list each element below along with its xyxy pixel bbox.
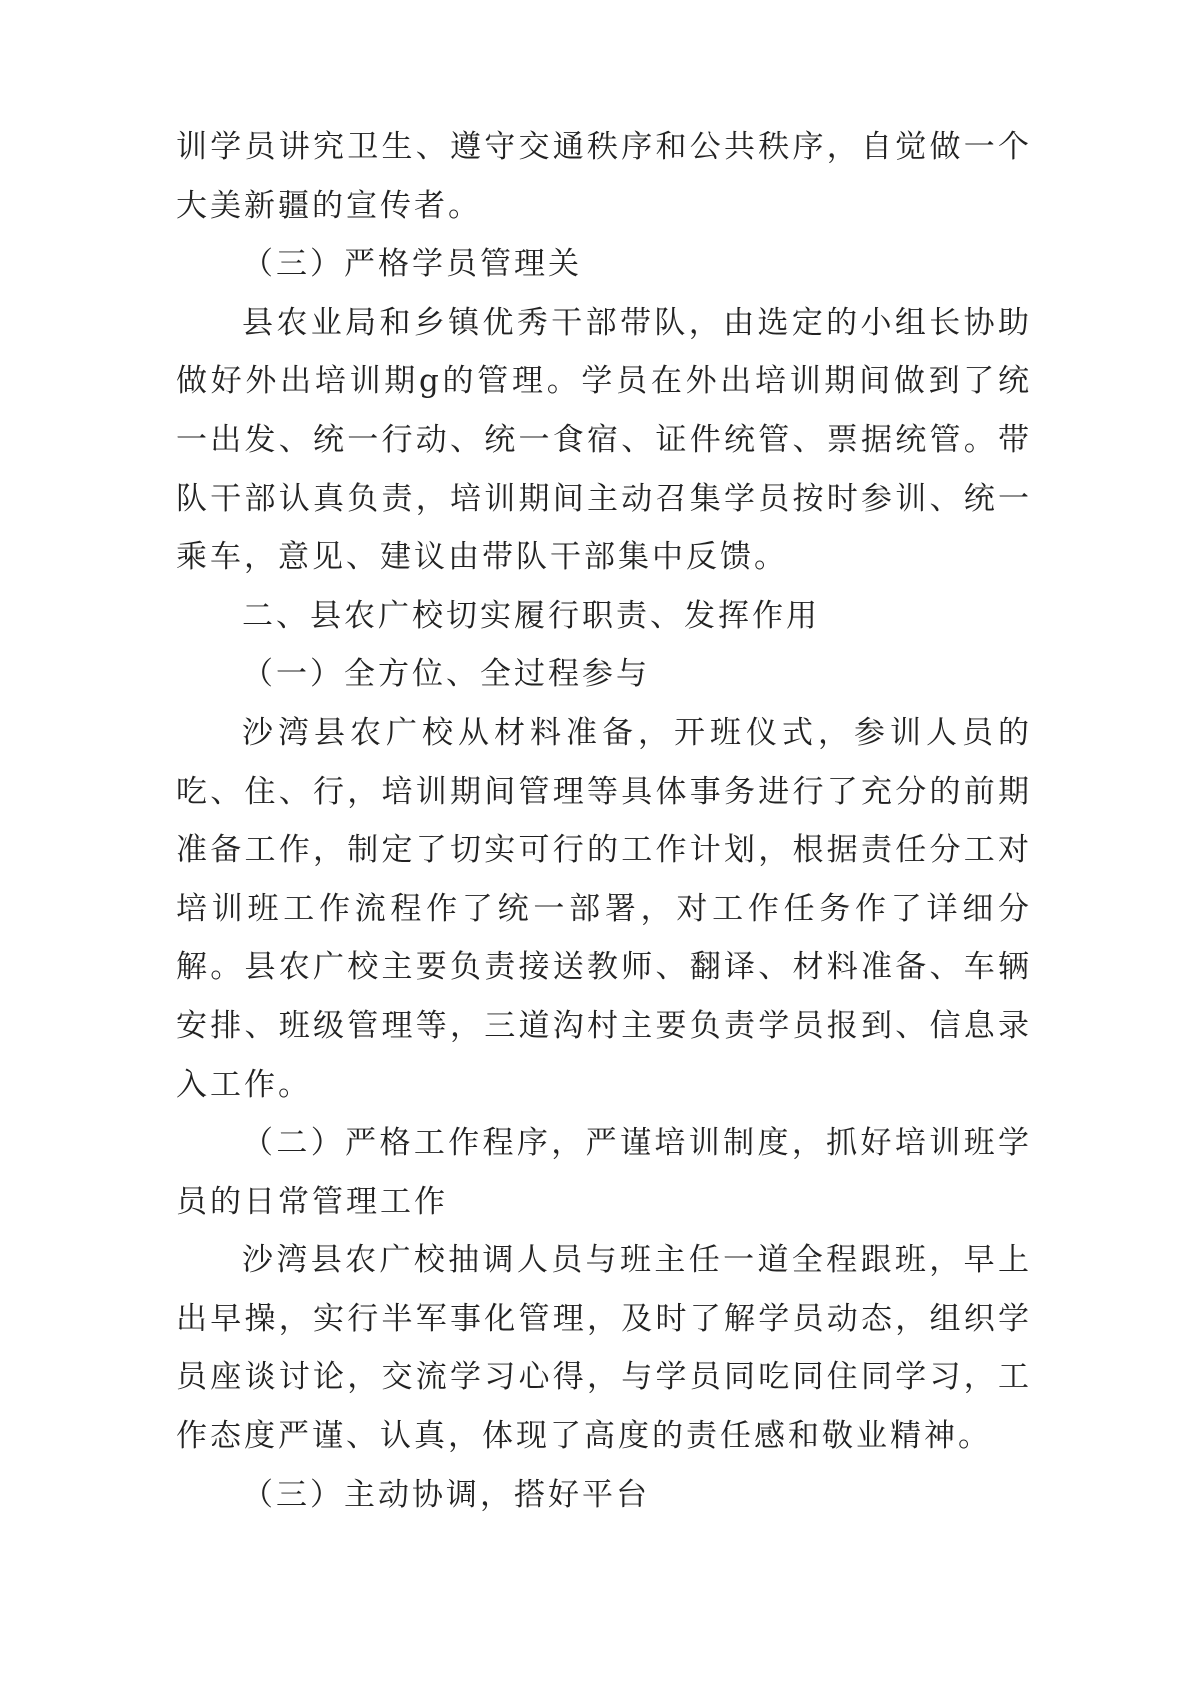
section-heading-1: （一）全方位、全过程参与: [242, 656, 650, 693]
paragraph: 县农业局和乡镇优秀干部带队，由选定的小组长协助做好外出培训期g的管理。学员在外出培训期间做到了统一出发、统一行动、统一食宿、证件统管、票据统管。带队干部认真负责，培训期间主动召集学员按时参训、统一乘车，意见、建议由带队干部集中反馈。: [176, 304, 1032, 576]
chapter-heading-2: 二、县农广校切实履行职责、发挥作用: [242, 597, 820, 634]
paragraph-continued: 训学员讲究卫生、遵守交通秩序和公共秩序，自觉做一个大美新疆的宣传者。: [176, 129, 1032, 224]
section-heading-2: （二）严格工作程序，严谨培训制度，抓好培训班学员的日常管理工作: [176, 1125, 1032, 1220]
document-body: [176, 118, 1032, 1524]
section-heading-3: （三）严格学员管理关: [242, 246, 582, 283]
section-heading-3b: （三）主动协调，搭好平台: [242, 1476, 650, 1513]
paragraph: 沙湾县农广校抽调人员与班主任一道全程跟班，早上出早操，实行半军事化管理，及时了解学员动态，组织学员座谈讨论，交流学习心得，与学员同吃同住同学习，工作态度严谨、认真，体现了高度的责任感和敬业精神。: [176, 1242, 1032, 1455]
paragraph: 沙湾县农广校从材料准备，开班仪式，参训人员的吃、住、行，培训期间管理等具体事务进行了充分的前期准备工作，制定了切实可行的工作计划，根据责任分工对培训班工作流程作了统一部署，对工作任务作了详细分解。县农广校主要负责接送教师、翻译、材料准备、车辆安排、班级管理等，三道沟村主要负责学员报到、信息录入工作。: [176, 714, 1032, 1103]
